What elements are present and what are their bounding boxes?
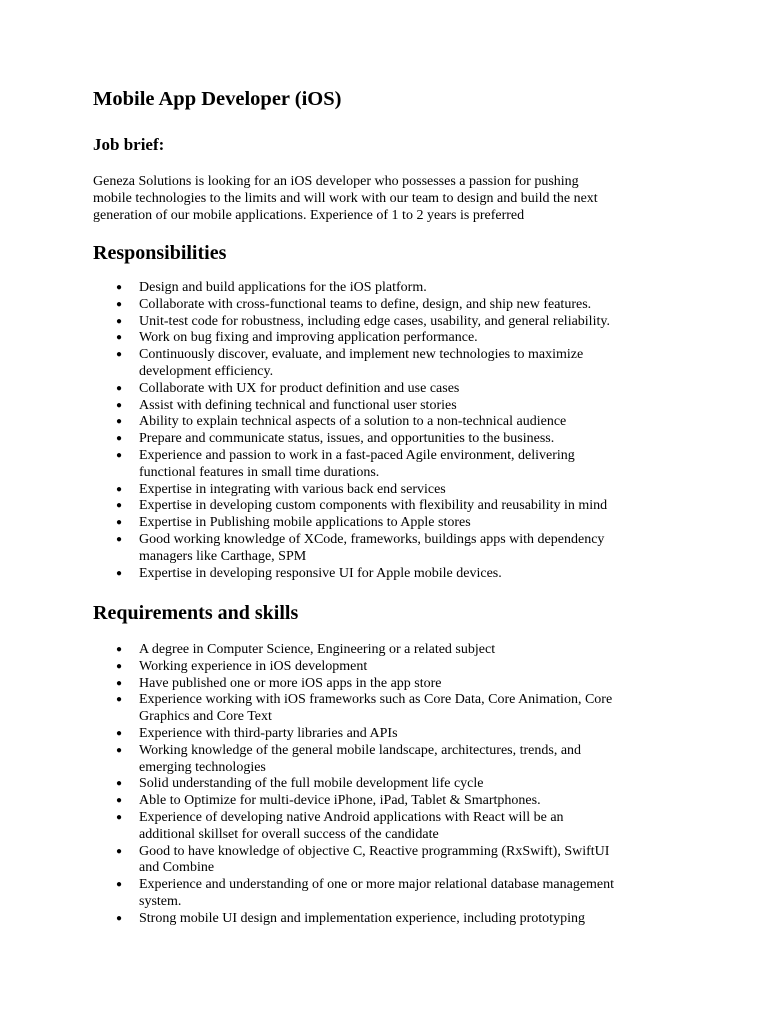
responsibility-item-text: Experience and passion to work in a fast-paced Agile environment, delivering [139,447,575,463]
requirement-item-text: Solid understanding of the full mobile development life cycle [139,776,484,792]
bullet-icon: ● [116,811,123,823]
bullet-icon: ● [116,533,123,545]
responsibility-item-text: Assist with defining technical and functional user stories [139,397,457,413]
responsibility-item [0,515,700,532]
responsibility-item-text: Unit-test code for robustness, including edge cases, usability, and general reliability. [139,313,610,329]
requirement-item [0,676,700,693]
bullet-icon: ● [116,298,123,310]
requirement-item-text: A degree in Computer Science, Engineering or a related subject [139,642,496,657]
bullet-icon: ● [116,500,123,512]
responsibility-item [0,381,700,398]
requirements-heading: Requirements and skills [93,602,299,624]
bullet-icon: ● [116,399,123,411]
responsibility-item-text: Collaborate with UX for product definition and use cases [139,380,460,396]
requirement-item [0,743,700,777]
requirement-item-text: Experience working with iOS frameworks such as Core Data, Core Animation, Core [139,692,613,708]
bullet-icon: ● [116,744,123,756]
job-brief-line: Geneza Solutions is looking for an iOS developer who possesses a passion for pushing [93,174,579,189]
responsibility-item-text: Good working knowledge of XCode, frameworks, buildings apps with dependency [139,531,605,547]
requirement-item-text: Graphics and Core Text [139,709,272,725]
responsibility-item-text: Expertise in integrating with various back end services [139,481,446,497]
requirement-item [0,844,700,878]
requirement-item [0,793,700,810]
requirement-item-text: Experience with third-party libraries and APIs [139,725,398,741]
bullet-icon: ● [116,315,123,327]
page-title: Mobile App Developer (iOS) [93,88,342,110]
bullet-icon: ● [116,912,123,924]
responsibility-item [0,482,700,499]
responsibility-item-text: Expertise in Publishing mobile applications to Apple stores [139,515,471,531]
bullet-icon: ● [116,694,123,706]
bullet-icon: ● [116,795,123,807]
job-brief-heading: Job brief: [93,135,165,154]
responsibility-item-text: Ability to explain technical aspects of a solution to a non-technical audience [139,414,567,430]
responsibility-item [0,398,700,415]
responsibility-item [0,414,700,431]
requirement-item [0,776,700,793]
bullet-icon: ● [116,282,123,293]
requirement-item [0,726,700,743]
responsibility-item-text: Expertise in developing responsive UI for Apple mobile devices. [139,565,502,581]
requirement-item-text: Good to have knowledge of objective C, Reactive programming (RxSwift), SwiftUI [139,843,610,859]
requirement-item-text: Working knowledge of the general mobile landscape, architectures, trends, and [139,742,582,758]
responsibility-item-text: functional features in small time durations. [139,464,380,480]
job-brief-paragraph [93,174,693,224]
requirement-item-text: system. [139,893,182,909]
bullet-icon: ● [116,660,123,672]
responsibility-item [0,280,700,297]
requirement-item-text: emerging technologies [139,759,266,775]
bullet-icon: ● [116,416,123,428]
responsibility-item [0,431,700,448]
requirement-item-text: Able to Optimize for multi-device iPhone, iPad, Tablet & Smartphones. [139,793,541,809]
requirement-item [0,810,700,844]
bullet-icon: ● [116,332,123,344]
responsibilities-list [0,280,700,582]
job-brief-line: generation of our mobile applications. Experience of 1 to 2 years is preferred [93,207,525,223]
requirement-item [0,659,700,676]
job-brief-line: mobile technologies to the limits and will work with our team to design and build the next [93,190,598,206]
requirement-item [0,911,700,928]
bullet-icon: ● [116,567,123,579]
bullet-icon: ● [116,349,123,361]
bullet-icon: ● [116,644,123,655]
responsibility-item-text: Work on bug fixing and improving application performance. [139,330,478,346]
bullet-icon: ● [116,483,123,495]
bullet-icon: ● [116,449,123,461]
requirement-item [0,692,700,726]
responsibility-item-text: Design and build applications for the iOS platform. [139,280,427,295]
responsibility-item [0,297,700,314]
bullet-icon: ● [116,382,123,394]
bullet-icon: ● [116,727,123,739]
bullet-icon: ● [116,879,123,891]
responsibility-item-text: development efficiency. [139,363,274,379]
requirement-item-text: and Combine [139,860,215,876]
bullet-icon: ● [116,778,123,790]
responsibility-item [0,347,700,381]
requirement-item-text: additional skillset for overall success of the candidate [139,826,439,842]
responsibility-item-text: Collaborate with cross-functional teams to define, design, and ship new features. [139,296,592,312]
responsibility-item [0,314,700,331]
requirement-item-text: Experience and understanding of one or more major relational database management [139,877,615,893]
requirement-item-text: Have published one or more iOS apps in the app store [139,675,442,691]
responsibility-item-text: Continuously discover, evaluate, and implement new technologies to maximize [139,347,584,363]
requirement-item [0,642,700,659]
requirement-item [0,877,700,911]
responsibility-item-text: Prepare and communicate status, issues, and opportunities to the business. [139,431,555,447]
responsibility-item [0,532,700,566]
requirement-item-text: Working experience in iOS development [139,658,368,674]
bullet-icon: ● [116,433,123,445]
responsibility-item-text: managers like Carthage, SPM [139,548,307,564]
responsibility-item-text: Expertise in developing custom components with flexibility and reusability in mind [139,498,608,514]
responsibility-item [0,498,700,515]
responsibilities-heading: Responsibilities [93,242,227,264]
requirement-item-text: Experience of developing native Android applications with React will be an [139,809,564,825]
responsibility-item [0,448,700,482]
requirements-list [0,642,700,928]
bullet-icon: ● [116,677,123,689]
bullet-icon: ● [116,845,123,857]
responsibility-item [0,566,700,583]
responsibility-item [0,330,700,347]
bullet-icon: ● [116,517,123,529]
requirement-item-text: Strong mobile UI design and implementation experience, including prototyping [139,910,585,926]
